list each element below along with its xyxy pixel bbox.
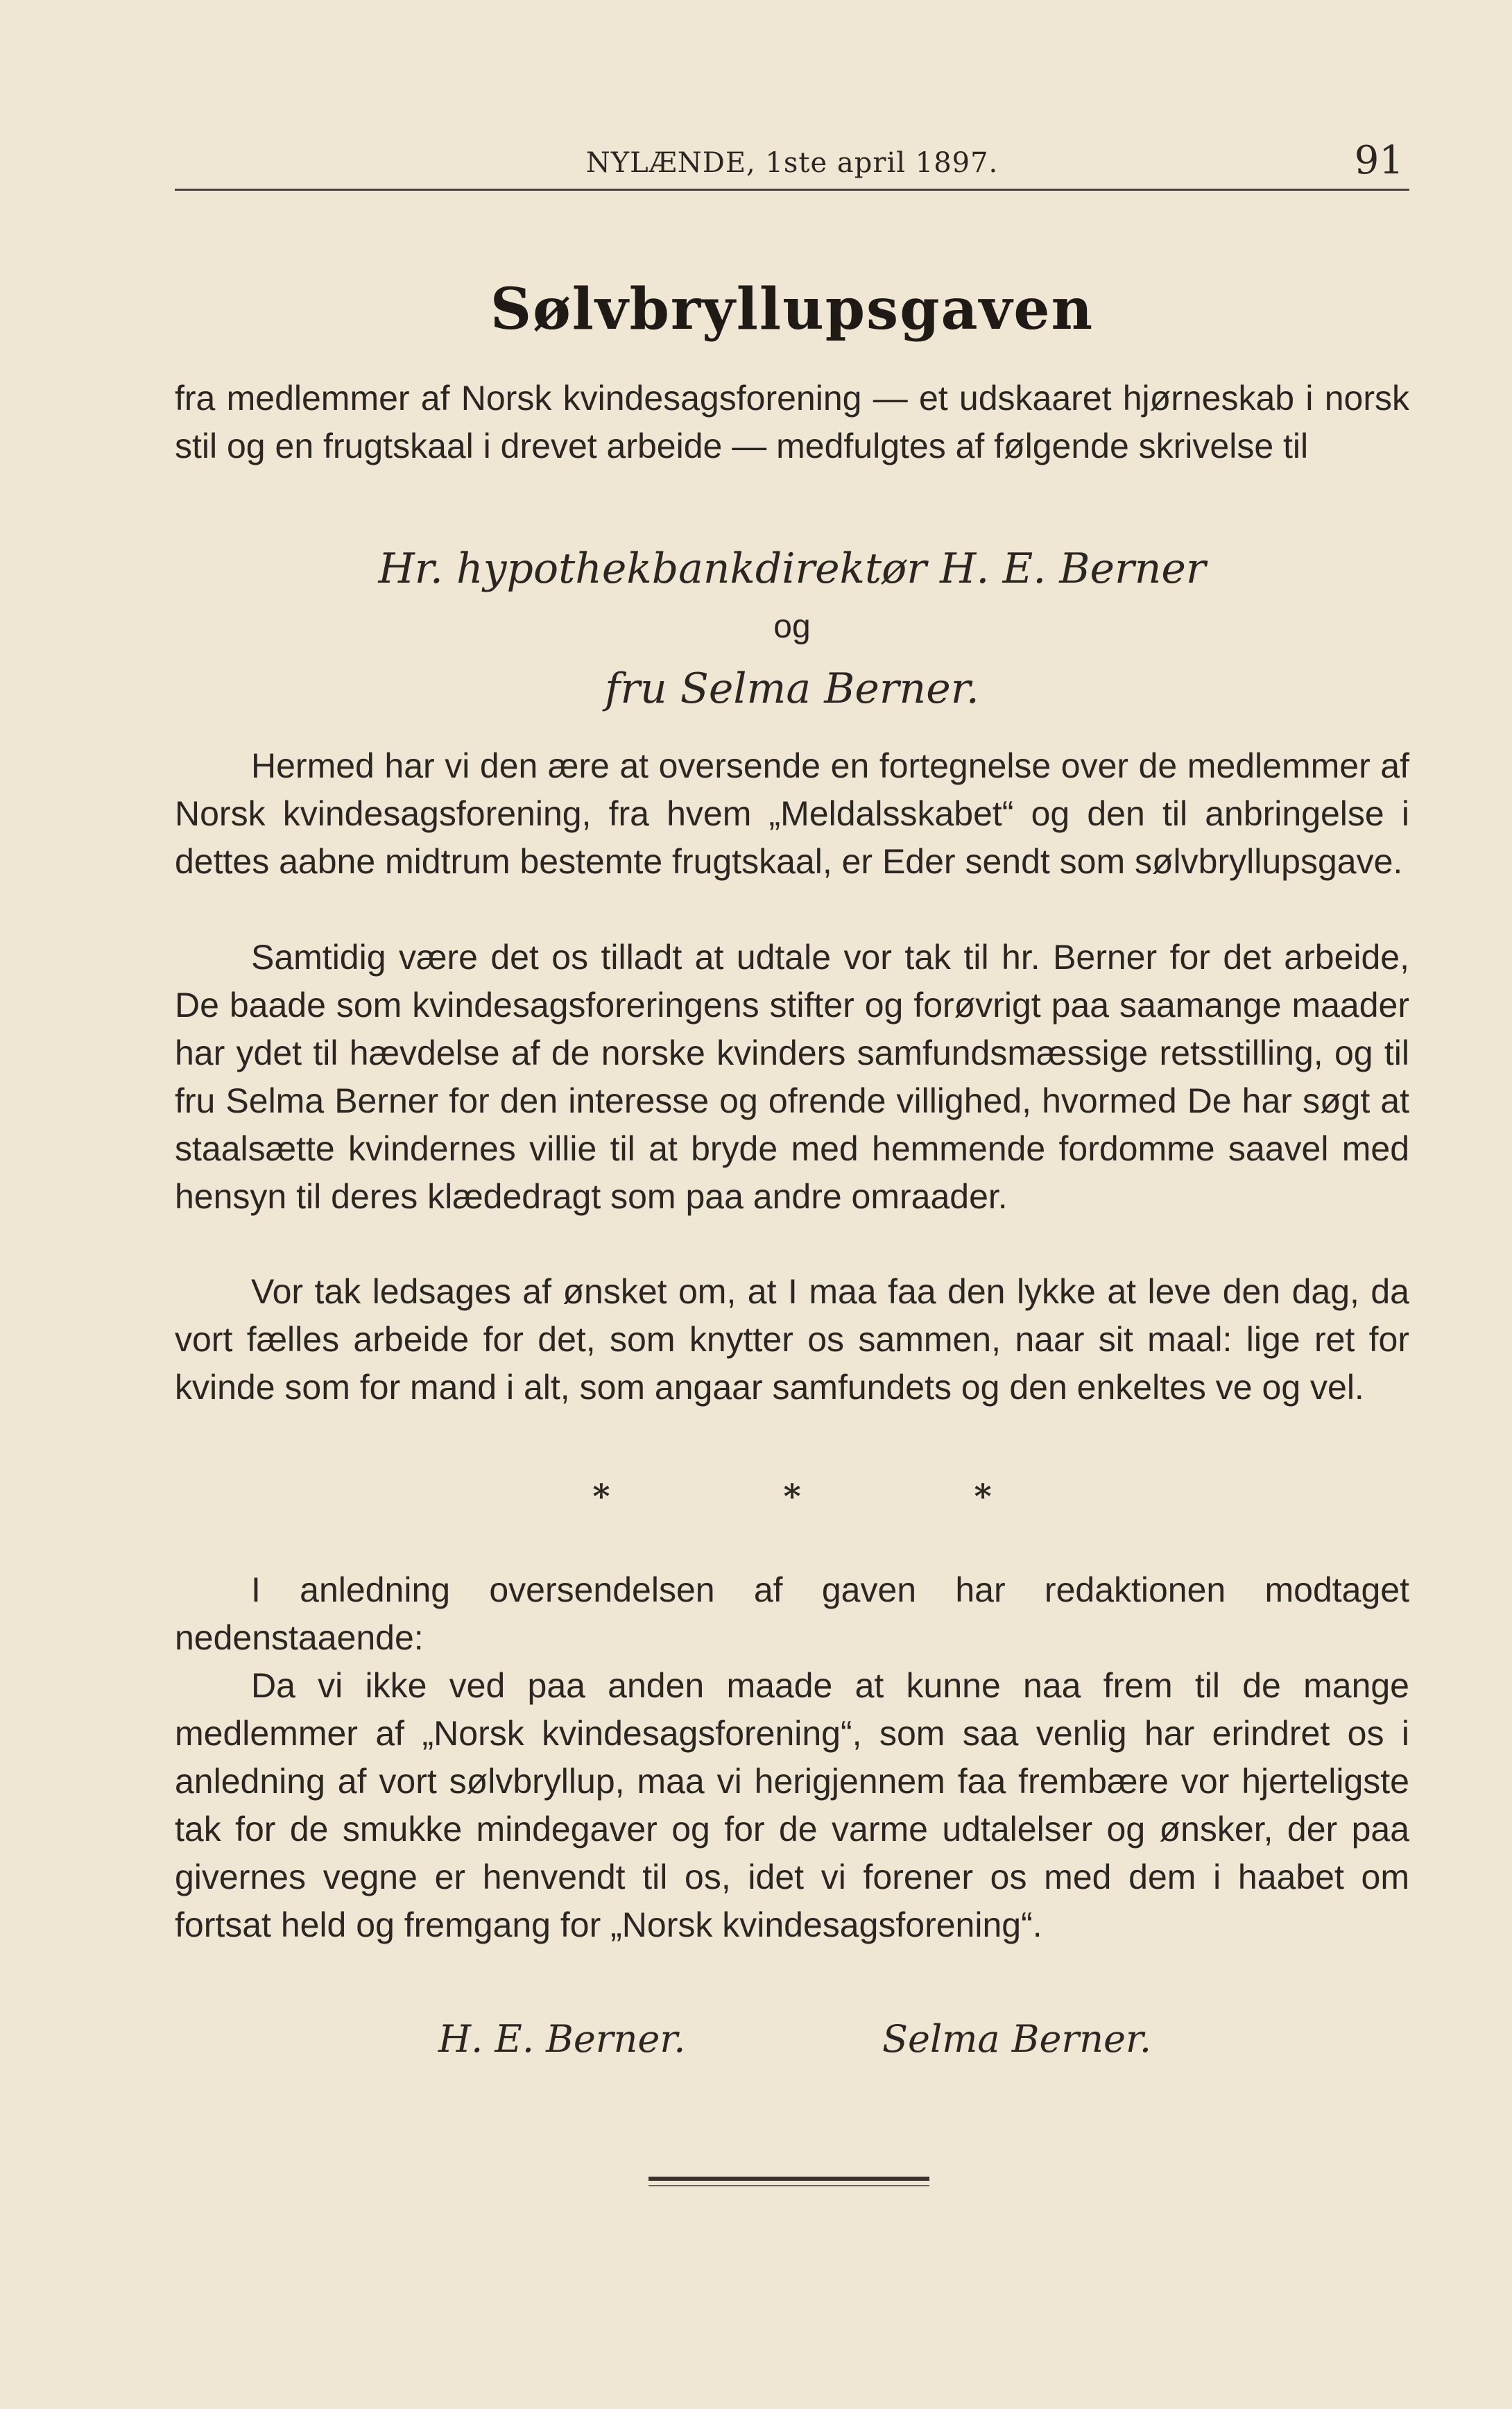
running-head: NYLÆNDE, 1ste april 1897. xyxy=(585,147,999,179)
section-separator xyxy=(175,1477,1409,1516)
letter-paragraph-2: Samtidig være det os tilladt at udtale vor tak til hr. Berner for det arbeide, De baade som kvindesagsforeringens stifter og forøvrigt paa saamange maader har ydet til hævdelse af de norske kvinders samfundsmæssige retsstilling, og til fru Selma Berner for den interesse og ofrende villighed, hvormed De har søgt at staalsætte kvindernes villie til at bryde med hemmende fordomme saavel med hensyn til deres klædedragt som paa andre omraader. xyxy=(175,938,1409,1216)
address-line-2: og xyxy=(773,608,811,645)
letter-paragraph-3: Vor tak ledsages af ønsket om, at I maa faa den lykke at leve den dag, da vort fælles arbeide for det, som knytter os sammen, naar sit maal: lige ret for kvinde som for mand i alt, som angaar samfundets og den enkeltes ve og vel. xyxy=(175,1272,1409,1407)
intro-paragraph: fra medlemmer af Norsk kvindesagsforening — et udskaaret hjørneskab i norsk stil og en frugtskaal i drevet arbeide — medfulgtes af følgende skrivelse til xyxy=(175,379,1409,465)
signature-left: H. E. Berner. xyxy=(438,2017,686,2061)
end-rule xyxy=(648,2177,929,2181)
separator-star: * xyxy=(592,1477,610,1516)
letter-paragraph-1: Hermed har vi den ære at oversende en fortegnelse over de medlemmer af Norsk kvindesagsforening, fra hvem „Meldalsskabet“ og den til anbringelse i dettes aabne midtrum bestemte frugtskaal, er Eder sendt som sølvbryllupsgave. xyxy=(175,746,1409,881)
signature-right: Selma Berner. xyxy=(882,2017,1152,2061)
article-title: Sølvbryllupsgaven xyxy=(490,276,1094,343)
page-number: 91 xyxy=(1354,138,1404,183)
end-rule-thin xyxy=(648,2185,929,2186)
address-line-1: Hr. hypothekbankdirektør H. E. Berner xyxy=(378,545,1206,593)
address-line-3: fru Selma Berner. xyxy=(605,665,979,713)
reply-intro-paragraph: I anledning oversendelsen af gaven har redaktionen modtaget nedenstaaende: xyxy=(175,1570,1409,1657)
reply-paragraph: Da vi ikke ved paa anden maade at kunne naa frem til de mange medlemmer af „Norsk kvindesagsforening“, som saa venlig har erindret os i anledning af vort sølvbryllup, maa vi herigjennem faa frembære vor hjerteligste tak for de smukke mindegaver og for de varme udtalelser og ønsker, der paa givernes vegne er henvendt til os, idet vi forener os med dem i haabet om fortsat held og fremgang for „Norsk kvindesagsforening“. xyxy=(175,1666,1409,1944)
separator-star: * xyxy=(783,1477,801,1516)
page-header xyxy=(175,133,1409,191)
separator-star: * xyxy=(974,1477,992,1516)
